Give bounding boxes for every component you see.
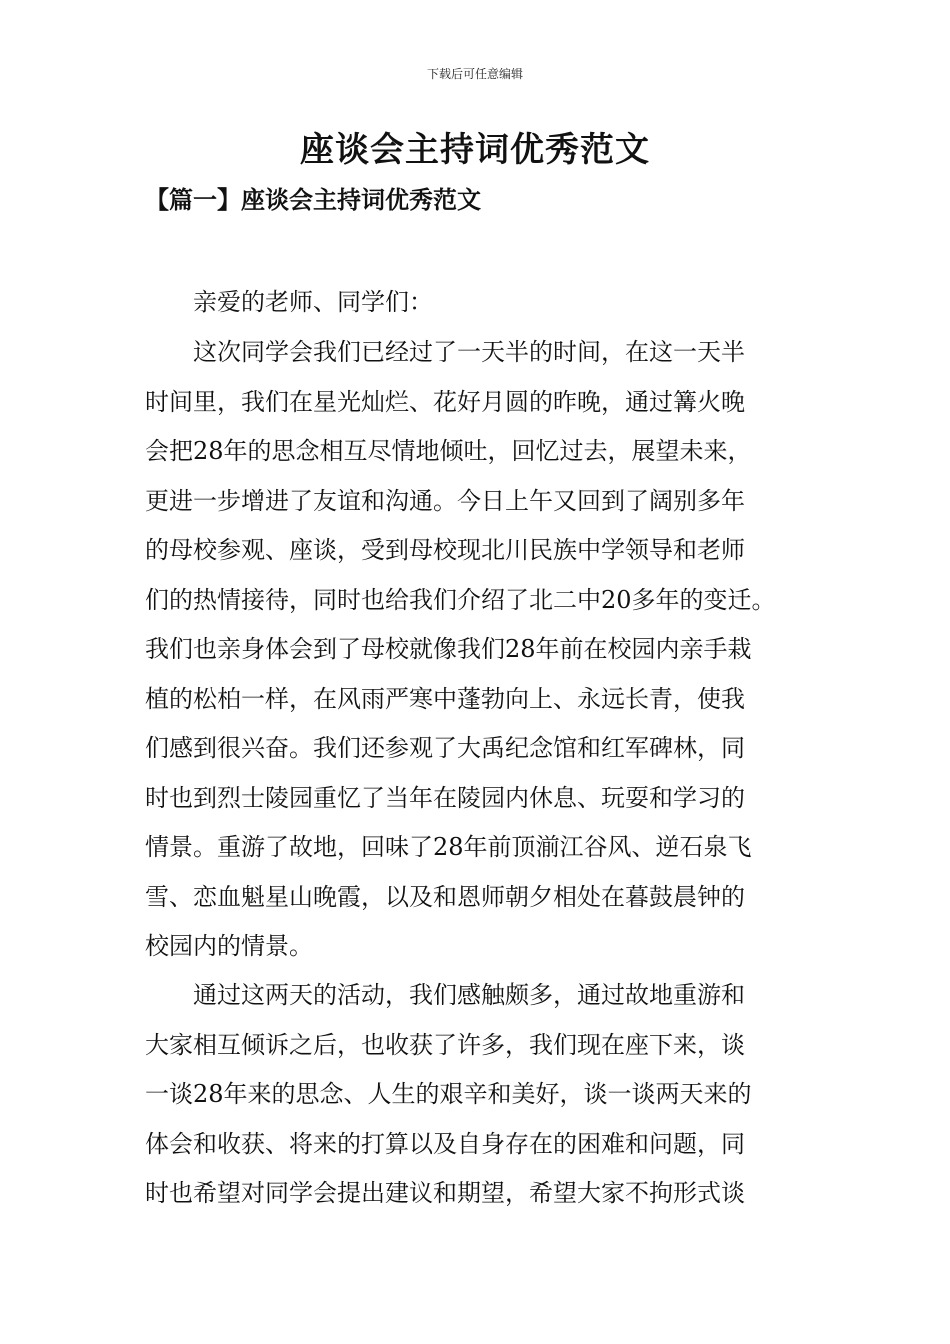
paragraph-line: 通过这两天的活动，我们感触颇多，通过故地重游和 — [193, 981, 745, 1009]
paragraph-line: 雪、恋血魁星山晚霞，以及和恩师朝夕相处在暮鼓晨钟的 — [145, 882, 745, 911]
paragraph-line: 情景。重游了故地，回味了28年前顶湔江谷风、逆石泉飞 — [145, 833, 752, 861]
paragraph-line: 这次同学会我们已经过了一天半的时间，在这一天半 — [193, 338, 745, 366]
paragraph-line: 时间里，我们在星光灿烂、花好月圆的昨晚，通过篝火晚 — [145, 387, 745, 416]
paragraph-line: 们感到很兴奋。我们还参观了大禹纪念馆和红军碑林，同 — [145, 734, 745, 762]
paragraph-line: 时也到烈士陵园重忆了当年在陵园内休息、玩耍和学习的 — [145, 783, 745, 812]
paragraph-line: 的母校参观、座谈，受到母校现北川民族中学领导和老师 — [145, 536, 745, 564]
paragraph-line: 我们也亲身体会到了母校就像我们28年前在校园内亲手栽 — [145, 635, 752, 663]
paragraph-line: 更进一步增进了友谊和沟通。今日上午又回到了阔别多年 — [145, 486, 745, 515]
paragraph-line: 会把28年的思念相互尽情地倾吐，回忆过去，展望未来， — [145, 437, 752, 465]
paragraph-line: 们的热情接待，同时也给我们介绍了北二中20多年的变迁。 — [145, 585, 776, 614]
paragraph-line: 一谈28年来的思念、人生的艰辛和美好，谈一谈两天来的 — [145, 1080, 752, 1108]
header-note: 下载后可任意编辑 — [426, 67, 523, 81]
paragraph-line: 时也希望对同学会提出建议和期望，希望大家不拘形式谈 — [145, 1179, 745, 1207]
paragraph-line: 植的松柏一样，在风雨严寒中蓬勃向上、永远长青，使我 — [145, 684, 745, 713]
paragraph-line: 大家相互倾诉之后，也收获了许多，我们现在座下来，谈 — [145, 1030, 745, 1059]
paragraph-line: 体会和收获、将来的打算以及自身存在的困难和问题，同 — [145, 1129, 745, 1158]
paragraph-2 — [145, 971, 825, 1219]
section-title: 【篇一】座谈会主持词优秀范文 — [145, 185, 481, 214]
paragraph-line: 校园内的情景。 — [145, 932, 313, 960]
document-title: 座谈会主持词优秀范文 — [300, 130, 650, 170]
greeting-line: 亲爱的老师、同学们： — [193, 288, 433, 316]
paragraph-1 — [145, 328, 825, 972]
